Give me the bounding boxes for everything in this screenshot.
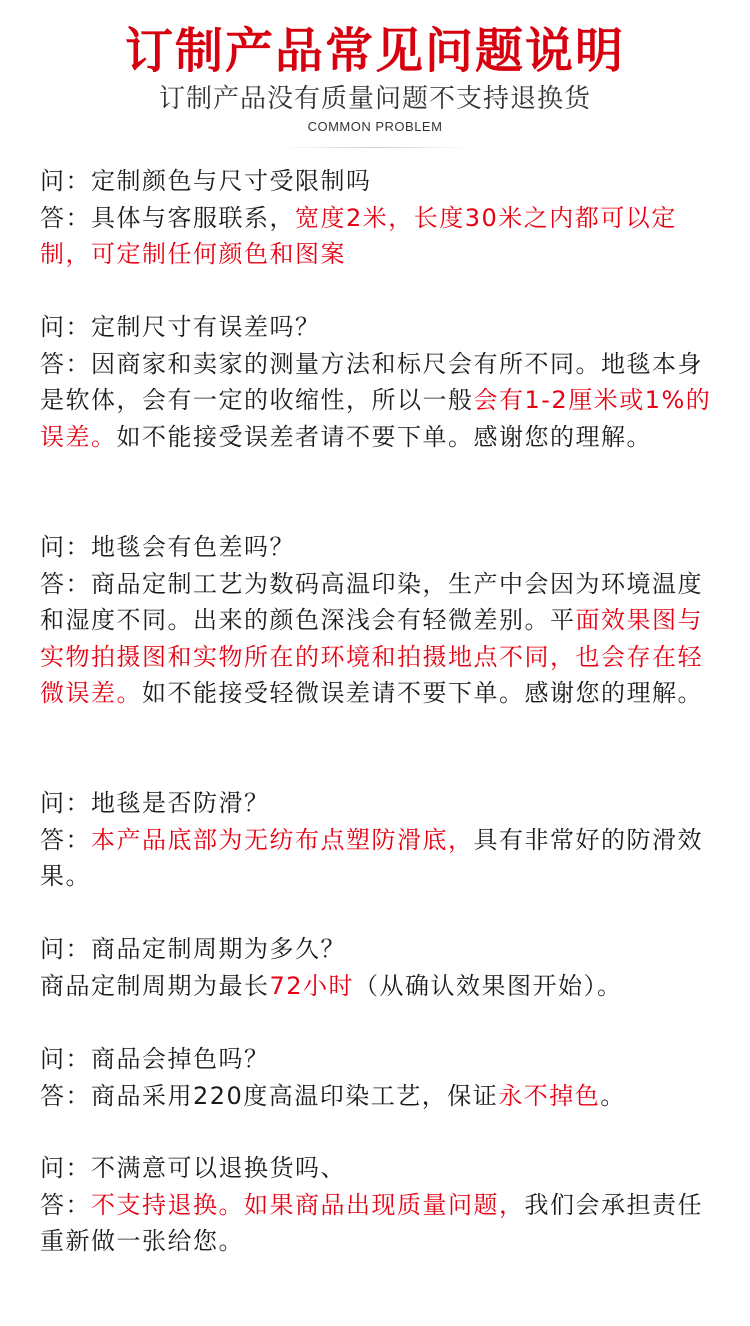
answer-text: 如不能接受轻微误差请不要下单。感谢您的理解。 [142,679,703,707]
answer-text: 。 [600,1081,626,1110]
faq-answer [40,1078,712,1115]
answer-text: 答： [40,825,91,854]
answer-highlight: 宽度2米，长度30米之内都可以定制，可定制任何颜色和图案 [40,203,677,268]
faq-question: 问：地毯会有色差吗？ [40,533,295,561]
faq-question: 问：商品会掉色吗？ [40,1045,270,1073]
answer-text: 我们会承担责任重新做一张给您。 [40,1190,703,1255]
answer-text: 答： [40,1190,91,1219]
faq-question: 问：地毯是否防滑？ [40,789,270,817]
header-divider [280,147,470,148]
faq-item-returns [40,1150,712,1260]
answer-text: （从确认效果图开始）。 [354,971,623,1000]
answer-highlight: 本产品底部为无纺布点塑防滑底， [91,825,474,854]
faq-item-fading [40,1041,712,1114]
faq-item-color-difference [40,529,712,712]
answer-text: 商品定制周期为最长 [40,971,270,1000]
page-title: 订制产品常见问题说明 [124,23,625,79]
faq-answer [40,968,712,1005]
answer-highlight: 72小时 [269,971,355,1000]
faq-answer [40,822,712,895]
answer-text: 具有非常好的防滑效果。 [40,825,703,890]
answer-highlight: 面效果图与实物拍摄图和实物所在的环境和拍摄地点不同，也会存在轻微误差。 [40,606,703,707]
answer-highlight: 永不掉色 [498,1081,601,1110]
faq-question: 问：定制尺寸有误差吗？ [40,313,321,341]
answer-text: 如不能接受误差者请不要下单。感谢您的理解。 [116,422,652,451]
faq-item-color-size [40,163,712,273]
answer-text: 答：具体与客服联系， [40,203,295,232]
faq-item-production-time [40,931,712,1004]
page-subtitle: 订制产品没有质量问题不支持退换货 [158,84,591,114]
answer-text: 答：商品采用220度高温印染工艺，保证 [40,1081,499,1110]
answer-highlight: 会有1-2厘米或1%的误差。 [40,386,712,451]
faq-question: 问：商品定制周期为多久？ [40,935,346,963]
faq-item-anti-slip [40,785,712,895]
faq-answer [40,1187,712,1260]
faq-question: 问：不满意可以退换货吗、 [40,1154,346,1182]
faq-item-size-error [40,309,712,455]
answer-highlight: 不支持退换。如果商品出现质量问题， [91,1190,525,1219]
faq-answer [40,346,712,456]
faq-answer [40,200,712,273]
answer-text: 答：因商家和卖家的测量方法和标尺会有所不同。地毯本身是软体，会有一定的收缩性，所以一般 [40,349,703,414]
faq-question: 问：定制颜色与尺寸受限制吗 [40,167,372,195]
english-subtitle: COMMON PROBLEM [307,119,443,134]
answer-text: 答：商品定制工艺为数码高温印染，生产中会因为环境温度和湿度不同。出来的颜色深浅会有轻微差别。平 [40,569,703,634]
faq-answer [40,566,712,712]
